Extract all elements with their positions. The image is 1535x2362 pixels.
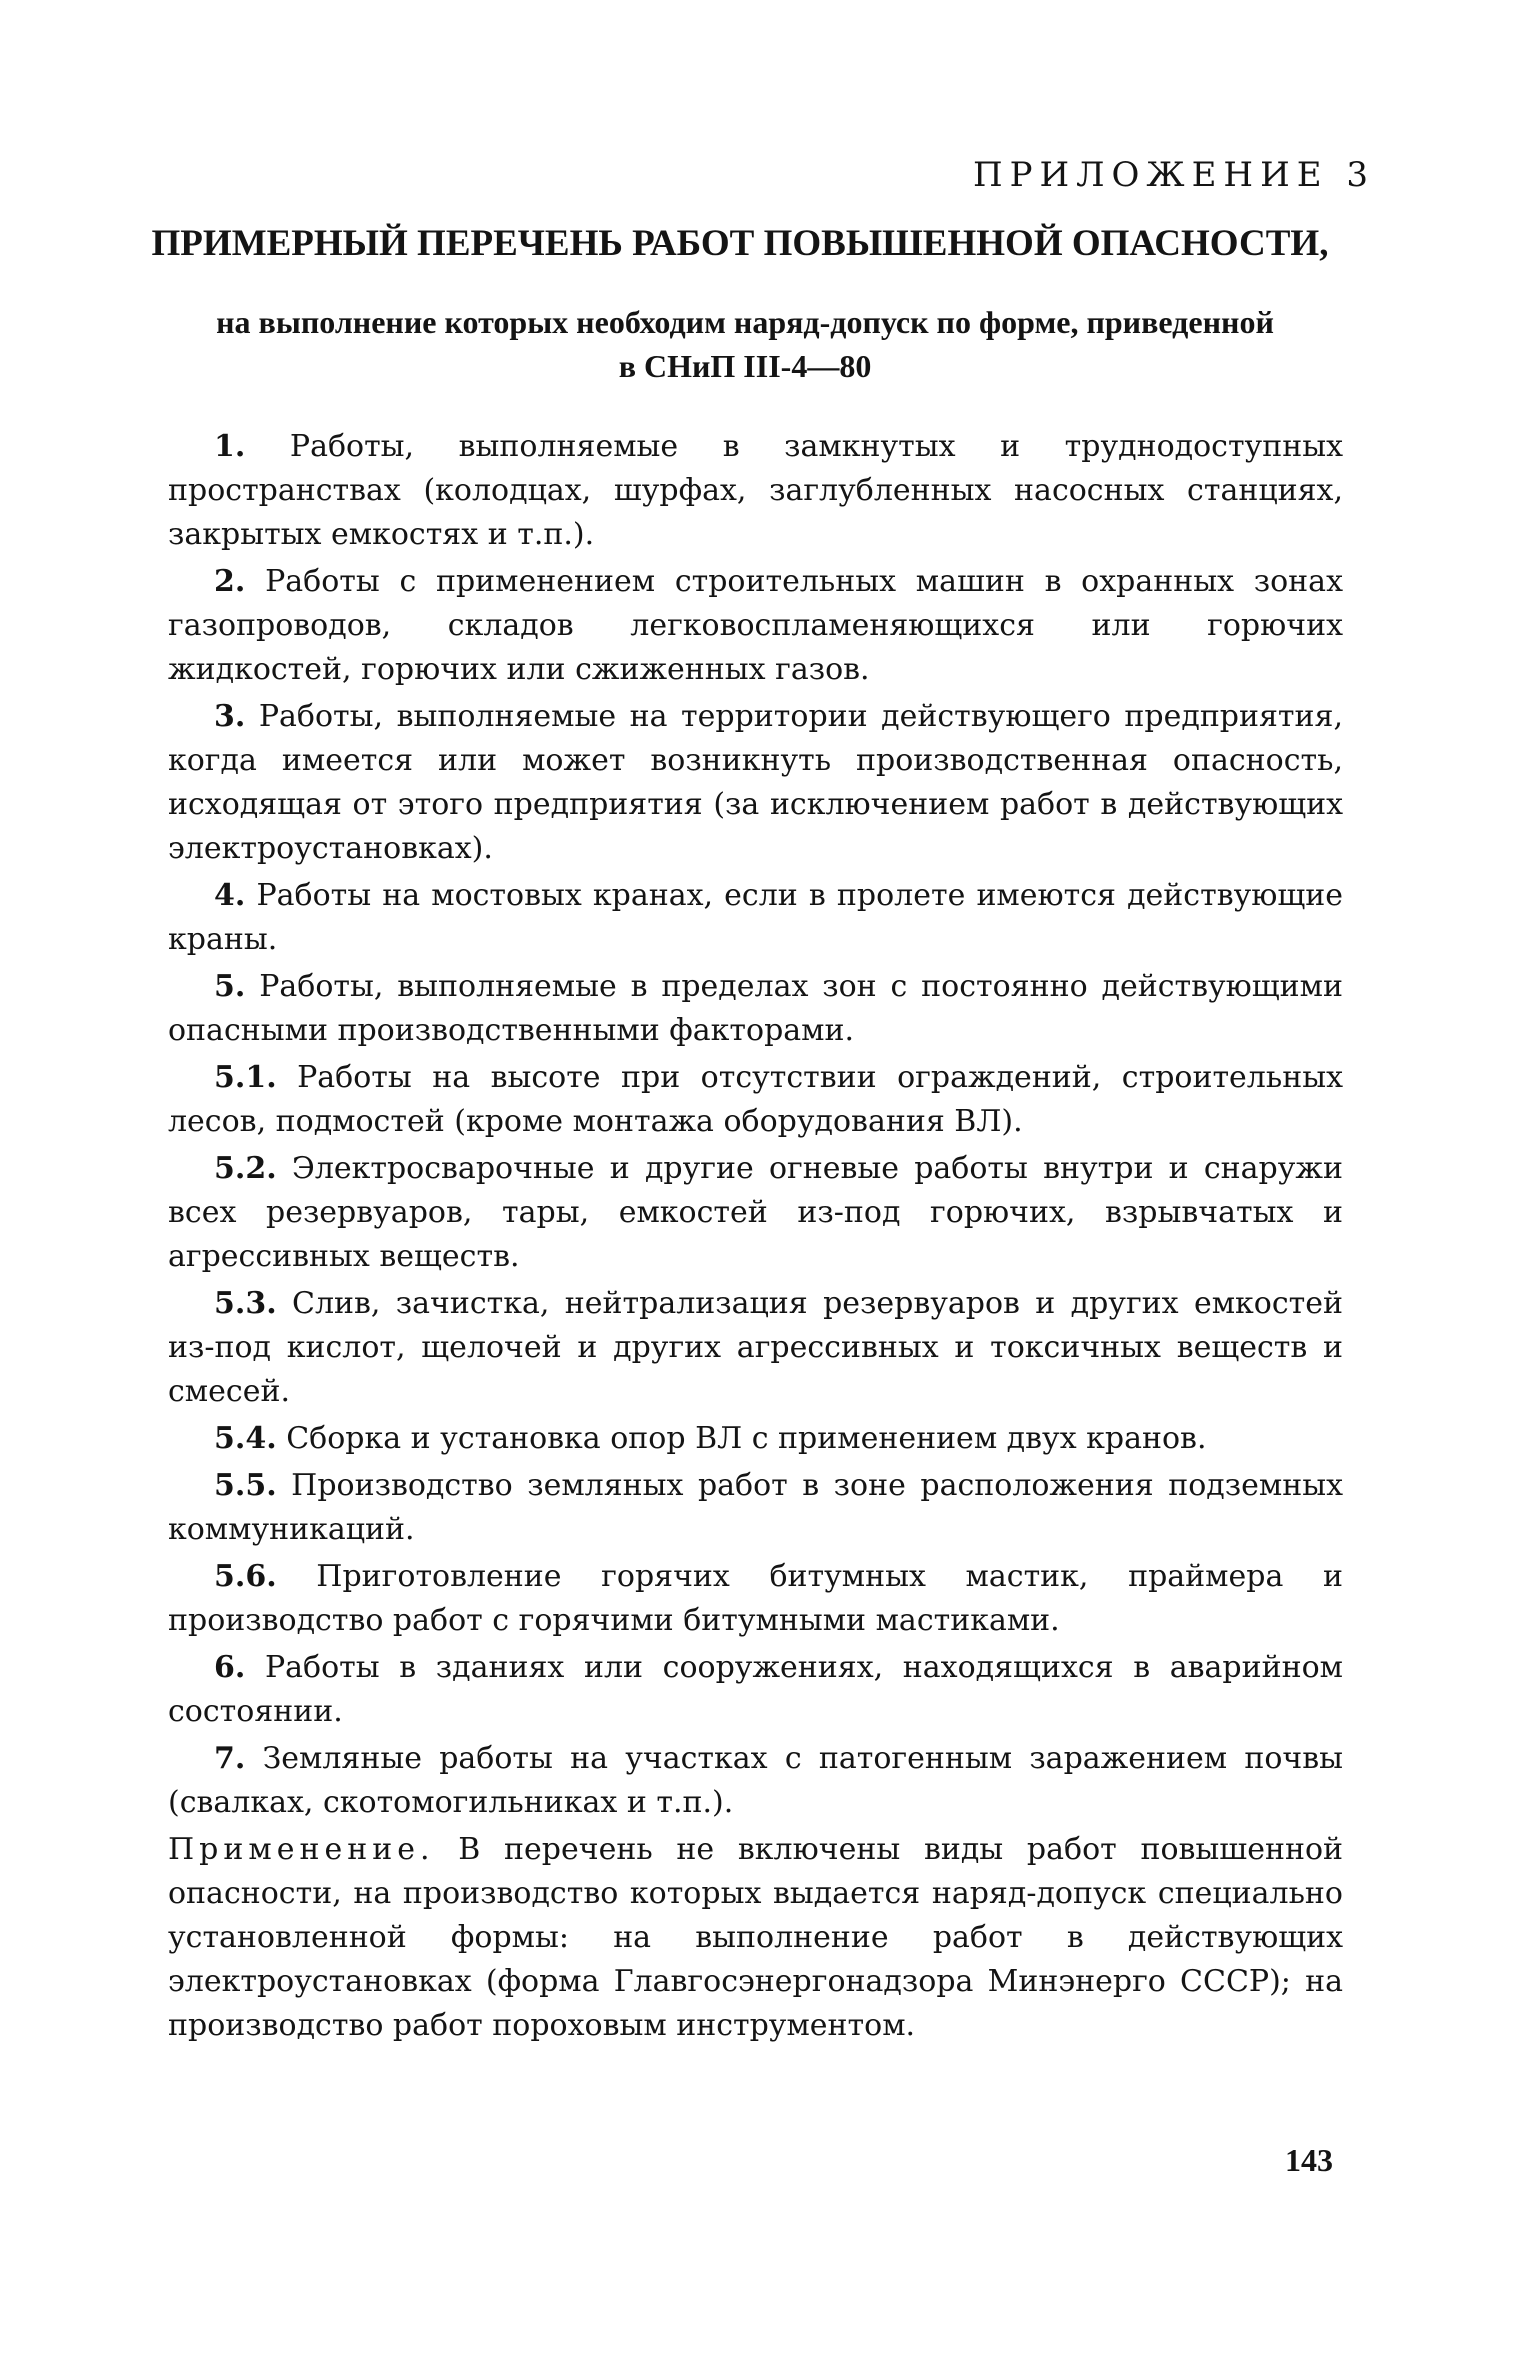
item-number: 5.4. [214,1421,277,1456]
item-text: Работы, выполняемые на территории действующего предприятия, когда имеется или может возникнуть производственная опасность, исходящая от этого предприятия (за исключением работ в действующих электроустановках). [168,699,1343,866]
item-text: Работы, выполняемые в пределах зон с постоянно действующими опасными производственными факторами. [168,969,1343,1048]
item-number: 6. [214,1650,246,1685]
list-item-5-3 [168,1282,1343,1414]
item-number: 5.2. [214,1151,277,1186]
item-number: 5.1. [214,1060,277,1095]
item-text: Работы с применением строительных машин в охранных зонах газопроводов, складов легковоспламеняющихся или горючих жидкостей, горючих или сжиженных газов. [168,564,1343,687]
list-item-5-1 [168,1056,1343,1144]
document-title: ПРИМЕРНЫЙ ПЕРЕЧЕНЬ РАБОТ ПОВЫШЕННОЙ ОПАСНОСТИ, [151,223,1329,264]
item-number: 7. [214,1741,246,1776]
item-text: Работы на высоте при отсутствии ограждений, строительных лесов, подмостей (кроме монтажа оборудования ВЛ). [168,1060,1343,1139]
item-number: 5.3. [214,1286,277,1321]
item-number: 4. [214,878,246,913]
list-item-3 [168,695,1343,871]
list-item-7 [168,1737,1343,1825]
item-number: 5.6. [214,1559,277,1594]
note-paragraph [168,1828,1343,2048]
item-number: 5.5. [214,1468,277,1503]
item-text: Работы, выполняемые в замкнутых и труднодоступных пространствах (колодцах, шурфах, заглубленных насосных станциях, закрытых емкостях и т.п.). [168,429,1343,552]
subtitle-line-1: на выполнение которых необходим наряд-допуск по форме, приведенной [216,304,1274,340]
item-text: Приготовление горячих битумных мастик, праймера и производство работ с горячими битумными мастиками. [168,1559,1343,1638]
item-text: Слив, зачистка, нейтрализация резервуаров и других емкостей из-под кислот, щелочей и других агрессивных и токсичных веществ и смесей. [168,1286,1343,1409]
list-item-1 [168,425,1343,557]
list-item-5 [168,965,1343,1053]
document-subtitle [140,300,1350,388]
item-number: 3. [214,699,246,734]
subtitle-line-2: в СНиП III-4—80 [618,348,872,384]
appendix-label: ПРИЛОЖЕНИЕ 3 [972,155,1375,195]
work-list [168,425,1343,2051]
list-item-5-5 [168,1464,1343,1552]
list-item-4 [168,874,1343,962]
item-text: Работы в зданиях или сооружениях, находящихся в аварийном состоянии. [168,1650,1343,1729]
item-text: Работы на мостовых кранах, если в пролете имеются действующие краны. [168,878,1343,957]
item-number: 5. [214,969,246,1004]
list-item-6 [168,1646,1343,1734]
item-text: Земляные работы на участках с патогенным заражением почвы (свалках, скотомогильниках и т.п.). [168,1741,1343,1820]
item-text: Сборка и установка опор ВЛ с применением двух кранов. [286,1421,1207,1456]
page-number: 143 [1285,2142,1333,2178]
list-item-2 [168,560,1343,692]
list-item-5-6 [168,1555,1343,1643]
note-text: В перечень не включены виды работ повышенной опасности, на производство которых выдается наряд-допуск специально установленной формы: на выполнение работ в действующих электроустановках (форма Главгосэнергонадзора Минэнерго СССР); на производство работ пороховым инструментом. [168,1832,1344,2043]
item-number: 2. [214,564,246,599]
list-item-5-4 [168,1417,1343,1461]
item-number: 1. [214,429,246,464]
note-label: Применение. [168,1832,435,1867]
item-text: Производство земляных работ в зоне расположения подземных коммуникаций. [168,1468,1343,1547]
list-item-5-2 [168,1147,1343,1279]
item-text: Электросварочные и другие огневые работы внутри и снаружи всех резервуаров, тары, емкостей из-под горючих, взрывчатых и агрессивных веществ. [168,1151,1343,1274]
